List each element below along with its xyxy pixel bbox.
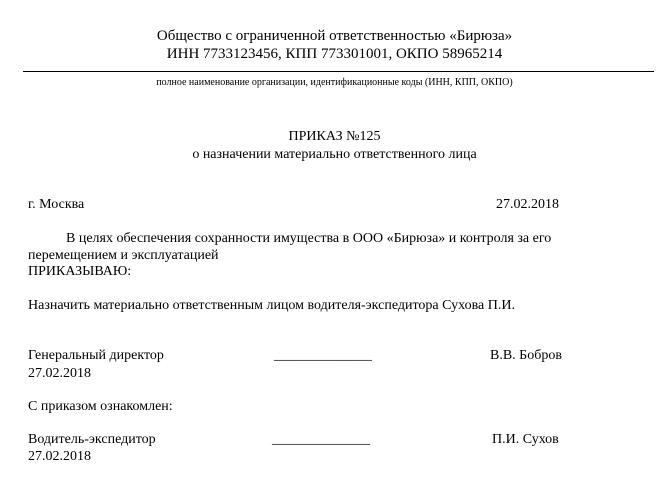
director-name: В.В. Бобров	[490, 348, 562, 363]
director-signature-line: ______________	[274, 348, 372, 363]
order-city: г. Москва	[28, 197, 85, 212]
appointment-text: Назначить материально ответственным лицом водителя-экспедитора Сухова П.И.	[28, 298, 515, 313]
header-divider	[23, 71, 654, 72]
command-word: ПРИКАЗЫВАЮ:	[28, 264, 132, 279]
employee-sign-date: 27.02.2018	[28, 449, 91, 464]
employee-position: Водитель-экспедитор	[28, 432, 156, 447]
preamble-line-2: перемещением и эксплуатацией	[28, 248, 219, 263]
acknowledgement-label: С приказом ознакомлен:	[28, 399, 173, 414]
employee-name: П.И. Сухов	[492, 432, 559, 447]
order-date: 27.02.2018	[496, 197, 559, 212]
employee-signature-line: ______________	[272, 432, 370, 447]
organization-name: Общество с ограниченной ответственностью «Бирюза»	[156, 28, 513, 44]
order-title: ПРИКАЗ №125	[288, 129, 381, 144]
preamble-line-1: В целях обеспечения сохранности имущества в ООО «Бирюза» и контроля за его	[66, 231, 552, 246]
director-sign-date: 27.02.2018	[28, 366, 91, 381]
director-position: Генеральный директор	[28, 348, 164, 363]
header-caption: полное наименование организации, идентификационные коды (ИНН, КПП, ОКПО)	[156, 77, 513, 88]
order-subtitle: о назначении материально ответственного лица	[192, 147, 477, 162]
organization-codes: ИНН 7733123456, КПП 773301001, ОКПО 58965214	[166, 46, 503, 62]
